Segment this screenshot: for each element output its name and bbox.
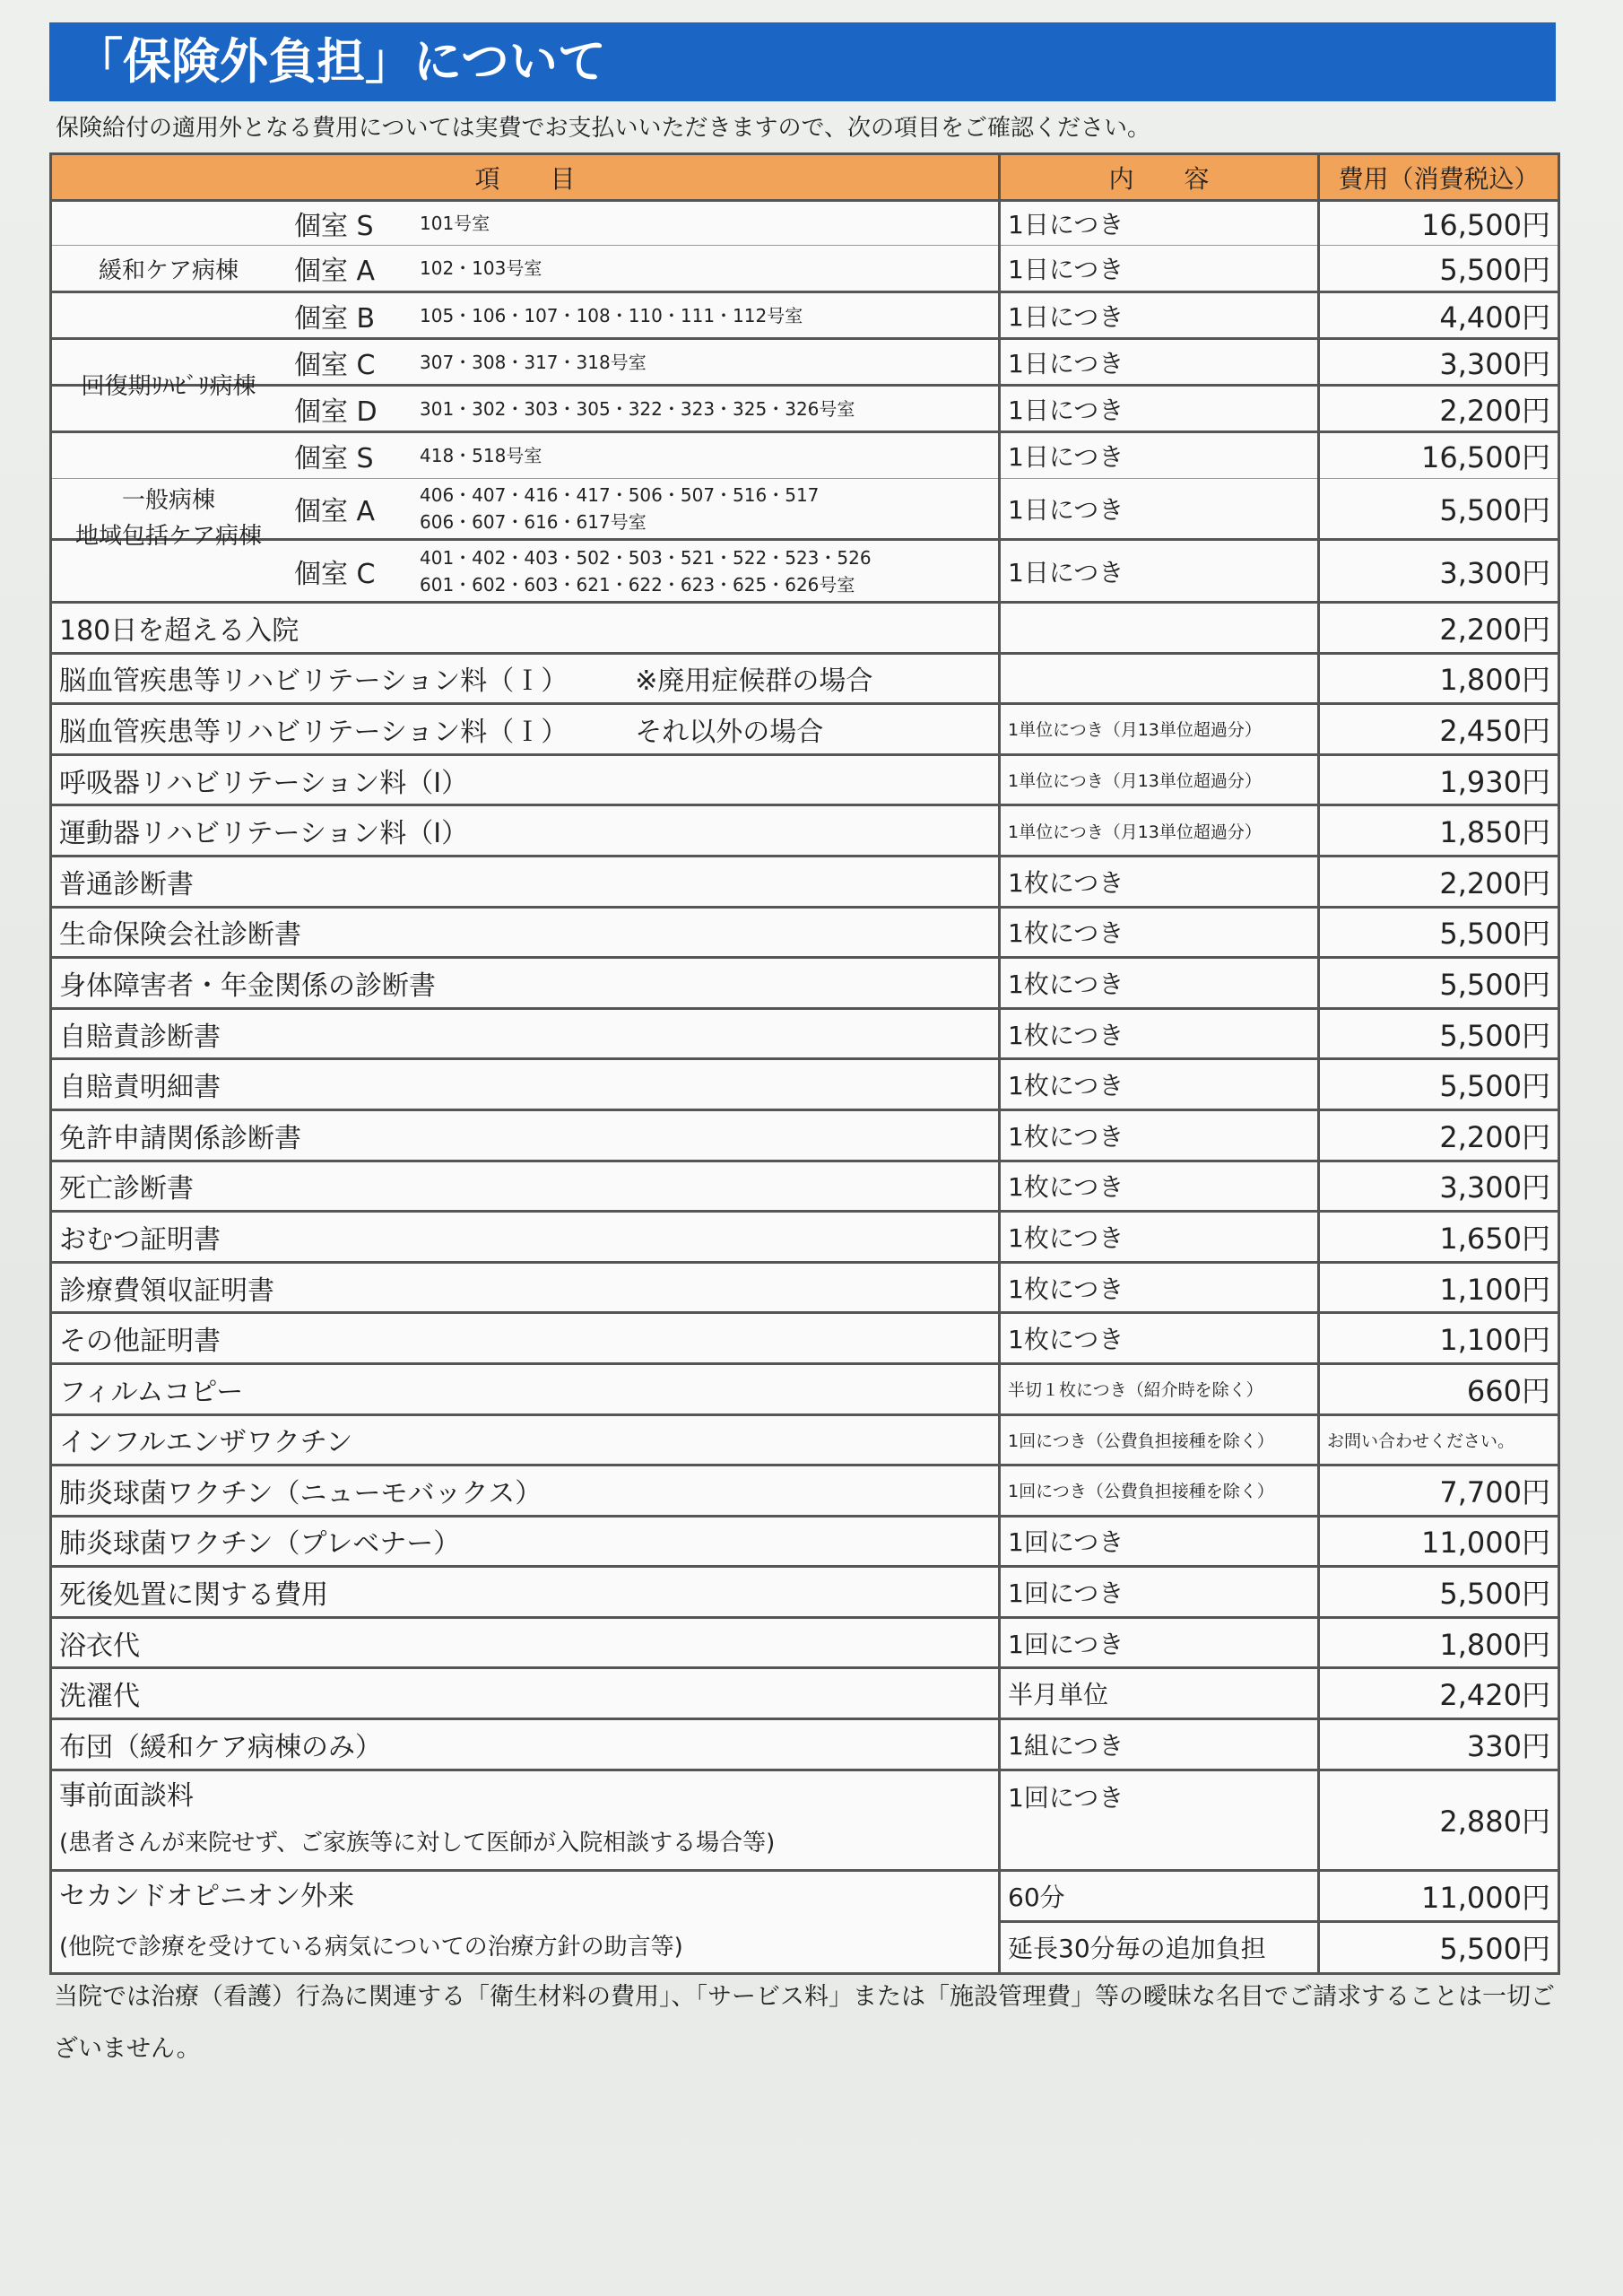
room-type: 個室 S <box>294 211 374 242</box>
fee-row <box>51 1059 1559 1110</box>
fee-item: 布団（緩和ケア病棟のみ） <box>51 1719 1000 1770</box>
fee-item: 肺炎球菌ワクチン（ニューモバックス） <box>51 1465 1000 1517</box>
room-detail <box>285 293 998 337</box>
consult-title: 事前面談料 <box>59 1780 194 1813</box>
fee-content: 1組につき <box>1000 1719 1319 1770</box>
room-number-line: 401・402・403・502・503・521・522・523・526 <box>420 546 872 569</box>
fee-amount: 2,200円 <box>1319 603 1559 654</box>
room-type: 個室 C <box>294 349 376 381</box>
room-number-line: 418・518号室 <box>420 445 542 466</box>
fee-item: その他証明書 <box>51 1313 1000 1364</box>
second-opinion-title: セカンドオピニオン外来 <box>59 1880 355 1912</box>
room-numbers <box>420 387 998 430</box>
room-fee: 5,500円 <box>1319 246 1559 292</box>
fee-row <box>51 907 1559 958</box>
fee-amount: 3,300円 <box>1319 1161 1559 1212</box>
fee-content: 1単位につき（月13単位超過分） <box>1000 805 1319 857</box>
room-fee: 3,300円 <box>1319 339 1559 386</box>
room-number-line: 406・407・416・417・506・507・516・517 <box>420 484 820 506</box>
fee-row <box>51 1109 1559 1161</box>
fee-content: 1枚につき <box>1000 1161 1319 1212</box>
fee-content: 1枚につき <box>1000 958 1319 1009</box>
fee-amount: 1,800円 <box>1319 1617 1559 1668</box>
fee-item: 死後処置に関する費用 <box>51 1567 1000 1618</box>
fee-content: 1枚につき <box>1000 1313 1319 1364</box>
room-detail <box>285 387 998 430</box>
fee-amount: 1,100円 <box>1319 1313 1559 1364</box>
room-numbers <box>420 541 998 601</box>
fee-content: 半月単位 <box>1000 1668 1319 1719</box>
fee-amount: 660円 <box>1319 1363 1559 1414</box>
fee-row <box>51 704 1559 755</box>
consult-note: (患者さんが来院せず、ご家族等に対して医師が入院相談する場合等) <box>59 1830 776 1857</box>
room-number-line: 606・607・616・617号室 <box>420 511 647 533</box>
fee-content: 1回につき（公費負担接種を除く） <box>1000 1414 1319 1465</box>
ward-label-line: 一般病棟 <box>121 487 215 514</box>
room-detail <box>285 340 998 384</box>
fee-item: 普通診断書 <box>51 856 1000 907</box>
fee-row <box>51 958 1559 1009</box>
room-type: 個室 A <box>294 256 376 287</box>
fee-amount: 2,450円 <box>1319 704 1559 755</box>
room-number-line: 307・308・317・318号室 <box>420 351 647 373</box>
fee-content: 1枚につき <box>1000 1109 1319 1161</box>
ward-label <box>52 433 285 604</box>
room-content: 1日につき <box>1000 339 1319 386</box>
room-number-line: 301・302・303・305・322・323・325・326号室 <box>420 397 855 420</box>
fee-item: おむつ証明書 <box>51 1212 1000 1263</box>
fee-amount: 2,420円 <box>1319 1668 1559 1719</box>
fee-row <box>51 1414 1559 1465</box>
room-numbers <box>420 246 998 291</box>
room-detail <box>285 479 998 538</box>
fee-amount: 330円 <box>1319 1719 1559 1770</box>
fee-content: 1枚につき <box>1000 907 1319 958</box>
room-detail <box>285 202 998 245</box>
room-numbers <box>420 202 998 245</box>
fee-content: 1単位につき（月13単位超過分） <box>1000 704 1319 755</box>
fee-row <box>51 1465 1559 1517</box>
room-numbers <box>420 340 998 384</box>
room-content: 1日につき <box>1000 432 1319 479</box>
fee-item: 診療費領収証明書 <box>51 1262 1000 1313</box>
room-detail <box>285 541 998 601</box>
fee-amount: 5,500円 <box>1319 907 1559 958</box>
ward-label-line: 地域包括ケア病棟 <box>74 523 262 550</box>
fee-table-body <box>51 201 1559 1974</box>
fee-item: 運動器リハビリテーション料（I） <box>51 805 1000 857</box>
room-number-line: 102・103号室 <box>420 257 542 279</box>
room-number-line: 601・602・603・621・622・623・625・626号室 <box>420 573 855 596</box>
fee-amount: 5,500円 <box>1319 1567 1559 1618</box>
fee-amount: 1,800円 <box>1319 653 1559 704</box>
header-fee: 費用（消費税込） <box>1319 154 1559 201</box>
fee-content: 半切１枚につき（紹介時を除く） <box>1000 1363 1319 1414</box>
fee-content <box>1000 653 1319 704</box>
second-opinion-note: (他院で診療を受けている病気についての治療方針の助言等) <box>59 1933 683 1961</box>
fee-row <box>51 1617 1559 1668</box>
room-row <box>51 432 1559 479</box>
fee-item: 脳血管疾患等リハビリテーション料（Ｉ） ※廃用症候群の場合 <box>51 653 1000 704</box>
room-fee: 4,400円 <box>1319 292 1559 339</box>
room-numbers <box>420 433 998 478</box>
fee-content: 1回につき <box>1000 1516 1319 1567</box>
fee-content: 1枚につき <box>1000 1059 1319 1110</box>
room-numbers <box>420 479 998 538</box>
fee-amount: 2,200円 <box>1319 856 1559 907</box>
consult-fee: 2,880円 <box>1319 1770 1559 1870</box>
second-opinion-item <box>51 1870 1000 1973</box>
second-opinion-content: 60分 <box>1000 1870 1319 1922</box>
fee-item: 肺炎球菌ワクチン（プレベナー） <box>51 1516 1000 1567</box>
fee-amount: 7,700円 <box>1319 1465 1559 1517</box>
fee-row <box>51 1363 1559 1414</box>
room-fee: 16,500円 <box>1319 201 1559 246</box>
room-numbers <box>420 293 998 337</box>
fee-amount: 1,100円 <box>1319 1262 1559 1313</box>
fee-row <box>51 754 1559 805</box>
room-item-wrap <box>52 340 998 400</box>
room-row <box>51 201 1559 246</box>
fee-row <box>51 1567 1559 1618</box>
fee-item: インフルエンザワクチン <box>51 1414 1000 1465</box>
room-row <box>51 339 1559 386</box>
fee-item: 生命保険会社診断書 <box>51 907 1000 958</box>
fee-content: 1枚につき <box>1000 1008 1319 1059</box>
room-item-cell <box>51 339 1000 400</box>
room-type: 個室 C <box>294 558 376 590</box>
ward-label-line: 回復期ﾘﾊﾋﾞﾘ病棟 <box>81 373 256 400</box>
fee-item: 免許申請関係診断書 <box>51 1109 1000 1161</box>
fee-item: 自賠責明細書 <box>51 1059 1000 1110</box>
room-type: 個室 B <box>294 302 376 335</box>
room-type: 個室 D <box>294 396 378 428</box>
fee-item: 浴衣代 <box>51 1617 1000 1668</box>
ward-label <box>52 340 285 433</box>
room-content: 1日につき <box>1000 246 1319 292</box>
fee-table <box>49 152 1560 1975</box>
fee-row <box>51 1516 1559 1567</box>
fee-row <box>51 1313 1559 1364</box>
fee-amount: お問い合わせください。 <box>1319 1414 1559 1465</box>
ward-label <box>52 202 285 340</box>
fee-row <box>51 1668 1559 1719</box>
fee-content <box>1000 603 1319 654</box>
fee-amount: 5,500円 <box>1319 1008 1559 1059</box>
second-opinion-fee: 11,000円 <box>1319 1870 1559 1922</box>
intro-text: 保険給付の適用外となる費用については実費でお支払いいただきますので、次の項目をご確認ください。 <box>56 115 1150 142</box>
fee-content: 1枚につき <box>1000 1212 1319 1263</box>
ward-label-line: 緩和ケア病棟 <box>98 257 239 284</box>
fee-content: 1単位につき（月13単位超過分） <box>1000 754 1319 805</box>
fee-amount: 1,930円 <box>1319 754 1559 805</box>
room-detail <box>285 246 998 291</box>
second-opinion-fee: 5,500円 <box>1319 1922 1559 1974</box>
room-type: 個室 S <box>294 443 374 474</box>
fee-row <box>51 856 1559 907</box>
fee-content: 1回につき <box>1000 1567 1319 1618</box>
consult-content: 1回につき <box>1000 1770 1319 1870</box>
room-number-line: 105・106・107・108・110・111・112号室 <box>420 304 803 326</box>
header-content: 内 容 <box>1000 154 1319 201</box>
room-fee: 5,500円 <box>1319 479 1559 540</box>
room-content: 1日につき <box>1000 201 1319 246</box>
room-fee: 3,300円 <box>1319 540 1559 603</box>
fee-content: 1回につき <box>1000 1617 1319 1668</box>
header-row <box>51 154 1559 201</box>
fee-content: 1枚につき <box>1000 1262 1319 1313</box>
room-content: 1日につき <box>1000 386 1319 432</box>
room-content: 1日につき <box>1000 292 1319 339</box>
fee-item: 身体障害者・年金関係の診断書 <box>51 958 1000 1009</box>
fee-row <box>51 1212 1559 1263</box>
fee-item: 脳血管疾患等リハビリテーション料（Ｉ） それ以外の場合 <box>51 704 1000 755</box>
fee-row <box>51 805 1559 857</box>
room-content: 1日につき <box>1000 540 1319 603</box>
fee-amount: 5,500円 <box>1319 1059 1559 1110</box>
fee-item: 自賠責診断書 <box>51 1008 1000 1059</box>
room-fee: 16,500円 <box>1319 432 1559 479</box>
fee-item: 180日を超える入院 <box>51 603 1000 654</box>
fee-row <box>51 1262 1559 1313</box>
room-number-line: 101号室 <box>420 213 490 234</box>
room-type: 個室 A <box>294 496 376 527</box>
fee-row <box>51 1008 1559 1059</box>
fee-amount: 1,850円 <box>1319 805 1559 857</box>
consult-row <box>51 1770 1559 1870</box>
fee-row <box>51 653 1559 704</box>
fee-amount: 11,000円 <box>1319 1516 1559 1567</box>
fee-amount: 1,650円 <box>1319 1212 1559 1263</box>
fee-row <box>51 603 1559 654</box>
fee-item: フィルムコピー <box>51 1363 1000 1414</box>
fee-content: 1回につき（公費負担接種を除く） <box>1000 1465 1319 1517</box>
fee-amount: 5,500円 <box>1319 958 1559 1009</box>
consult-item <box>51 1770 1000 1870</box>
fee-item: 洗濯代 <box>51 1668 1000 1719</box>
fee-item: 死亡診断書 <box>51 1161 1000 1212</box>
fee-amount: 2,200円 <box>1319 1109 1559 1161</box>
header-item: 項 目 <box>51 154 1000 201</box>
footer-note: 当院では治療（看護）行為に関連する「衛生材料の費用」、「サービス料」または「施設管理費」等の曖昧な名目でご請求することは一切ございません。 <box>54 1983 1555 2063</box>
fee-row <box>51 1161 1559 1212</box>
second-opinion-row <box>51 1870 1559 1922</box>
room-detail <box>285 433 998 478</box>
second-opinion-content: 延長30分毎の追加負担 <box>1000 1922 1319 1974</box>
room-fee: 2,200円 <box>1319 386 1559 432</box>
fee-row <box>51 1719 1559 1770</box>
room-content: 1日につき <box>1000 479 1319 540</box>
fee-content: 1枚につき <box>1000 856 1319 907</box>
page-title: 「保険外負担」について <box>49 22 1556 101</box>
fee-item: 呼吸器リハビリテーション料（I） <box>51 754 1000 805</box>
